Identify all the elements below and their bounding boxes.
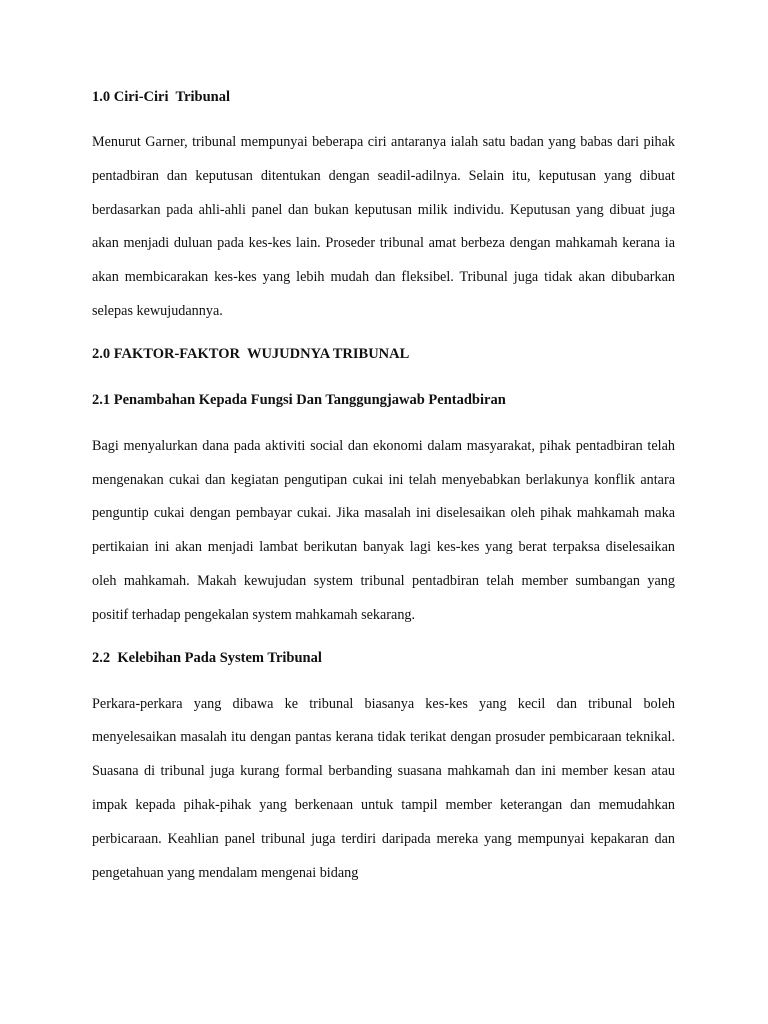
section-paragraph-1-0: Menurut Garner, tribunal mempunyai beberapa ciri antaranya ialah satu badan yang babas dari pihak pentadbiran dan keputusan ditentukan dengan seadil-adilnya. Selain itu, keputusan yang dibuat berdasarkan pada ahli-ahli panel dan bukan keputusan milik individu. Keputusan yang dibuat juga akan menjadi duluan pada kes-kes lain. Proseder tribunal amat berbeza dengan mahkamah kerana ia akan membicarakan kes-kes yang lebih mudah dan fleksibel. Tribunal juga tidak akan dibubarkan selepas kewujudannya.	[92, 134, 675, 319]
section-heading-1-0: 1.0 Ciri-Ciri Tribunal	[92, 89, 231, 105]
document-content	[92, 84, 675, 890]
section-paragraph-2-2: Perkara-perkara yang dibawa ke tribunal biasanya kes-kes yang kecil dan tribunal boleh menyelesaikan masalah itu dengan pantas kerana tidak terikat dengan prosuder pembicaraan teknikal. Suasana di tribunal juga kurang formal berbanding suasana mahkamah dan ini member kesan atau impak kepada pihak-pihak yang berkenaan untuk tampil member keterangan dan memudahkan perbicaraan. Keahlian panel tribunal juga terdiri daripada mereka yang mempunyai kepakaran dan pengetahuan yang mendalam mengenai bidang	[92, 695, 675, 881]
section-paragraph-2-1: Bagi menyalurkan dana pada aktiviti social dan ekonomi dalam masyarakat, pihak pentadbiran telah mengenakan cukai dan kegiatan pengutipan cukai ini telah menyebabkan berlakunya konflik antara penguntip cukai dengan pembayar cukai. Jika masalah ini diselesaikan oleh pihak mahkamah maka pertikaian ini akan menjadi lambat berikutan banyak lagi kes-kes yang berat terpaksa diselesaikan oleh mahkamah. Makah kewujudan system tribunal pentadbiran telah member sumbangan yang positif terhadap pengekalan system mahkamah sekarang.	[92, 437, 675, 623]
section-heading-2-0: 2.0 FAKTOR-FAKTOR WUJUDNYA TRIBUNAL	[92, 345, 410, 362]
section-heading-2-1: 2.1 Penambahan Kepada Fungsi Dan Tanggungjawab Pentadbiran	[92, 391, 506, 408]
section-heading-2-2: 2.2 Kelebihan Pada System Tribunal	[92, 649, 322, 666]
